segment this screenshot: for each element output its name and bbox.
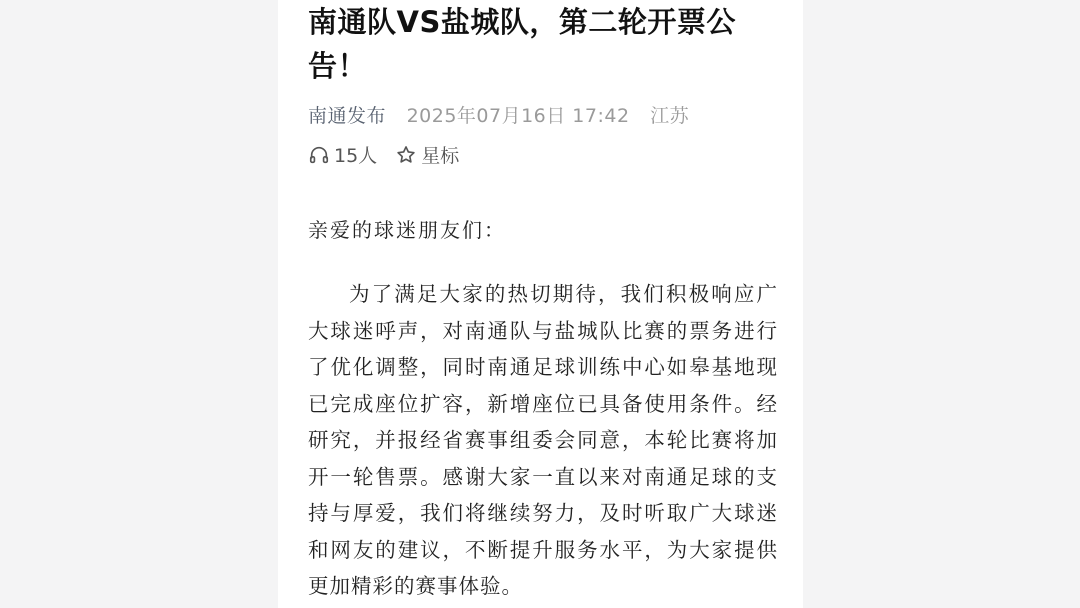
star-icon [395,144,417,166]
headphones-icon [308,144,330,166]
left-margin [0,0,278,608]
greeting-text: 亲爱的球迷朋友们： [308,218,506,242]
article-body: 为了满足大家的热切期待，我们积极响应广大球迷呼声，对南通队与盐城队比赛的票务进行了优化调整，同时南通足球训练中心如皋基地现已完成座位扩容，新增座位已具备使用条件。经研究，并报经省赛事组委会同意，本轮比赛将加开一轮售票。感谢大家一直以来对南通足球的支持与厚爱，我们将继续努力，及时听取广大球迷和网友的建议，不断提升服务水平，为大家提供更加精彩的赛事体验。 [308,282,778,598]
listen-button[interactable] [308,141,377,168]
article-container [278,0,803,608]
article-stats [308,141,459,168]
star-label: 星标 [421,145,460,167]
article-title: 南通队VS盐城队，第二轮开票公告！ [308,5,736,83]
star-button[interactable] [395,141,459,168]
listener-count: 15人 [334,145,378,167]
publish-date: 2025年07月16日 17:42 [406,105,630,127]
article-meta [308,101,689,128]
publish-location: 江苏 [650,105,690,127]
source-account-link[interactable]: 南通发布 [308,105,387,127]
right-margin [803,0,1080,608]
